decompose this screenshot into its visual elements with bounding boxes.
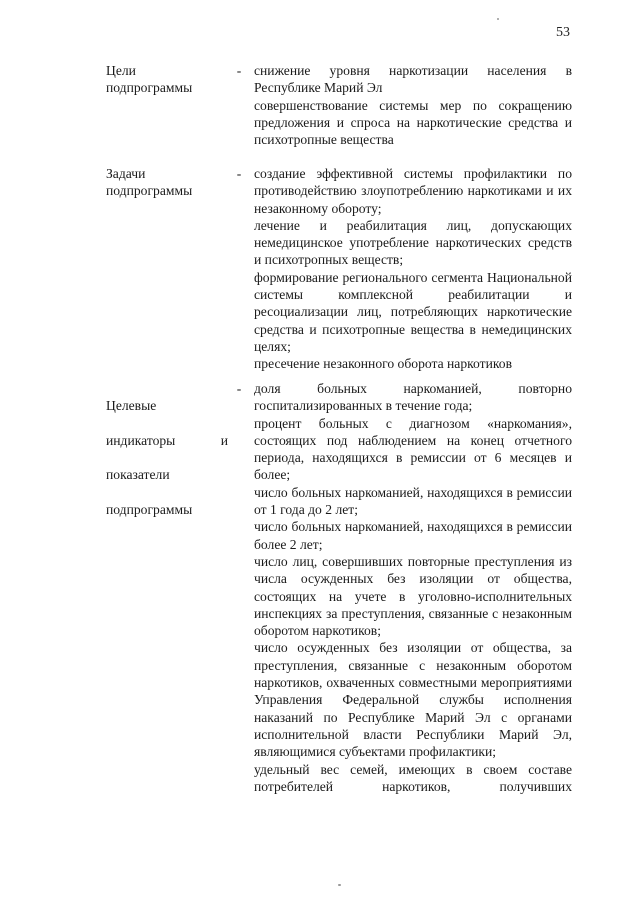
paragraph: снижение уровня наркотизации населения в Республике Марий Эл (254, 63, 572, 96)
section-content (254, 165, 572, 373)
paragraph: пресечение незаконного оборота наркотиков (254, 356, 513, 372)
paragraph: число осужденных без изоляции от общества, за преступления, связанные с незаконным оборотом наркотиков, охваченных совместными мероприятиями Управления Федеральной службы исполнения наказаний по Республике Марий Эл с органами исполнительной власти Республики Марий Эл, являющимися субъектами профилактики; (254, 640, 572, 760)
page-number: 53 (556, 25, 570, 40)
section-label: Цели подпрограммы (106, 63, 193, 96)
paragraph: число лиц, совершивших повторные преступления из числа осужденных без изоляции от общества, состоящих на учете в уголовно-исполнительных инспекциях за преступления, связанные с незаконным оборотом наркотиков; (254, 553, 572, 639)
scan-speck (338, 884, 341, 886)
section-dash: - (236, 63, 242, 78)
paragraph: доля больных наркоманией, повторно госпитализированных в течение года; (254, 381, 572, 414)
label-line: подпрограммы (106, 502, 193, 518)
paragraph: создание эффективной системы профилактики по противодействию злоупотреблению наркотиками и их незаконному обороту; (254, 166, 572, 216)
scan-speck (497, 18, 499, 20)
paragraph: удельный вес семей, имеющих в своем составе потребителей наркотиков, получивших (254, 761, 572, 794)
paragraph: число больных наркоманией, находящихся в ремиссии более 2 лет; (254, 519, 572, 552)
paragraph: формирование регионального сегмента Национальной системы комплексной реабилитации и ресоциализации лиц, потребляющих наркотические средства и психотропные вещества в немедицинских целях; (254, 269, 572, 354)
section-dash: - (236, 166, 242, 181)
label-line: показатели (106, 467, 170, 483)
section-label: Задачи подпрограммы (106, 166, 193, 199)
paragraph: процент больных с диагнозом «наркомания», состоящих под наблюдением на конец отчетного периода, находящихся в ремиссии от 6 месяцев и более; (254, 415, 572, 483)
paragraph: совершенствование системы мер по сокращению предложения и спроса на наркотические средства и психотропные вещества (254, 97, 572, 148)
paragraph: лечение и реабилитация лиц, допускающих немедицинское употребление наркотических средств и психотропных веществ; (254, 217, 572, 268)
section-content (254, 62, 572, 148)
label-line: индикаторы и (106, 432, 228, 448)
paragraph: число больных наркоманией, находящихся в ремиссии от 1 года до 2 лет; (254, 484, 572, 518)
section-content (254, 380, 572, 795)
label-line: Целевые (106, 398, 157, 414)
section-dash: - (236, 381, 242, 396)
section-label (106, 380, 234, 536)
